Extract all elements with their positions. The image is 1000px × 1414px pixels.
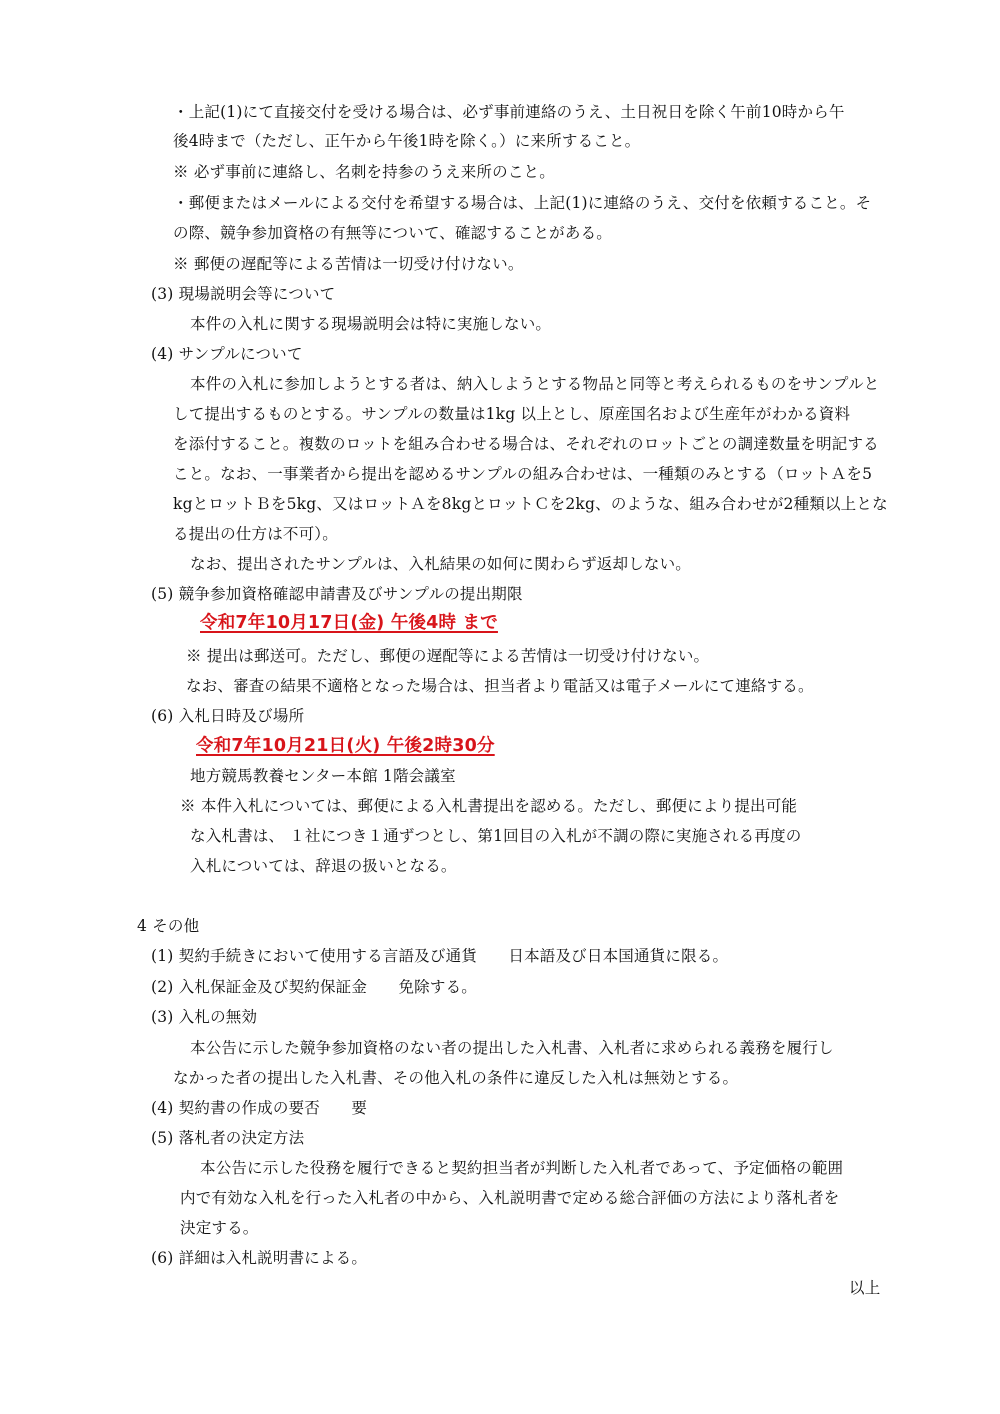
note-line: ※ 本件入札については、郵便による入札書提出を認める。ただし、郵便により提出可能 [180,797,798,815]
text-line: 後4時まで（ただし、正午から午後1時を除く。）に来所すること。 [173,132,641,150]
section-heading: (5) 競争参加資格確認申請書及びサンプルの提出期限 [151,585,523,603]
text-line: こと。なお、一事業者から提出を認めるサンプルの組み合わせは、一種類のみとする（ロットＡを5 [173,465,873,483]
text-line: 本公告に示した役務を履行できると契約担当者が判断した入札者であって、予定価格の範囲 [200,1159,844,1177]
bid-datetime [196,735,495,757]
text-line: 決定する。 [180,1219,259,1237]
section-heading: (4) 契約書の作成の要否 要 [151,1099,368,1117]
text-line: 本件の入札に参加しようとする者は、納入しようとする物品と同等と考えられるものをサンプルと [190,375,880,393]
text-line: る提出の仕方は不可）。 [173,525,338,543]
deadline-text: 令和7年10月17日(金) 午後4時 まで [200,613,498,633]
text-line: ・上記(1)にて直接交付を受ける場合は、必ず事前連絡のうえ、土日祝日を除く午前10時から午 [173,103,845,121]
section-heading: (4) サンプルについて [151,345,303,363]
text-line: な入札書は、 １社につき１通ずつとし、第1回目の入札が不調の際に実施される再度の [190,827,802,845]
text-line: 内で有効な入札を行った入札者の中から、入札説明書で定める総合評価の方法により落札者を [180,1189,840,1207]
section-heading: (5) 落札者の決定方法 [151,1129,305,1147]
text-line: して提出するものとする。サンプルの数量は1kg 以上とし、原産国名および生産年がわかる資料 [173,405,851,423]
bid-location: 地方競馬教養センター本館 1階会議室 [190,767,456,785]
text-line: の際、競争参加資格の有無等について、確認することがある。 [173,224,612,242]
text-line: なお、提出されたサンプルは、入札結果の如何に関わらず返却しない。 [190,555,692,573]
text-line: kgとロットＢを5kg、又はロットＡを8kgとロットＣを2kg、のような、組み合わせが2種類以上とな [173,495,888,513]
text-line: ・郵便またはメールによる交付を希望する場合は、上記(1)に連絡のうえ、交付を依頼すること。そ [173,194,872,212]
text-line: 本件の入札に関する現場説明会は特に実施しない。 [190,315,552,333]
text-line: を添付すること。複数のロットを組み合わせる場合は、それぞれのロットごとの調達数量を明記する [173,435,879,453]
text-line: 本公告に示した競争参加資格のない者の提出した入札書、入札者に求められる義務を履行し [190,1039,834,1057]
bid-datetime-text: 令和7年10月21日(火) 午後2時30分 [196,736,495,756]
text-line: なお、審査の結果不適格となった場合は、担当者より電話又は電子メールにて連絡する。 [186,677,814,695]
submission-deadline [200,612,498,634]
section-heading: (3) 現場説明会等について [151,285,336,303]
note-line: ※ 必ず事前に連絡し、名刺を持参のうえ来所のこと。 [173,163,555,181]
note-line: ※ 提出は郵送可。ただし、郵便の遅配等による苦情は一切受け付けない。 [186,647,710,665]
chapter-heading: 4 その他 [137,917,200,935]
section-heading: (6) 詳細は入札説明書による。 [151,1249,368,1267]
note-line: ※ 郵便の遅配等による苦情は一切受け付けない。 [173,255,524,273]
section-heading: (6) 入札日時及び場所 [151,707,305,725]
section-heading: (2) 入札保証金及び契約保証金 免除する。 [151,978,477,996]
section-heading: (1) 契約手続きにおいて使用する言語及び通貨 日本語及び日本国通貨に限る。 [151,947,729,965]
text-line: なかった者の提出した入札書、その他入札の条件に違反した入札は無効とする。 [173,1069,739,1087]
closing-mark: 以上 [849,1279,881,1297]
section-heading: (3) 入札の無効 [151,1008,258,1026]
text-line: 入札については、辞退の扱いとなる。 [190,857,457,875]
